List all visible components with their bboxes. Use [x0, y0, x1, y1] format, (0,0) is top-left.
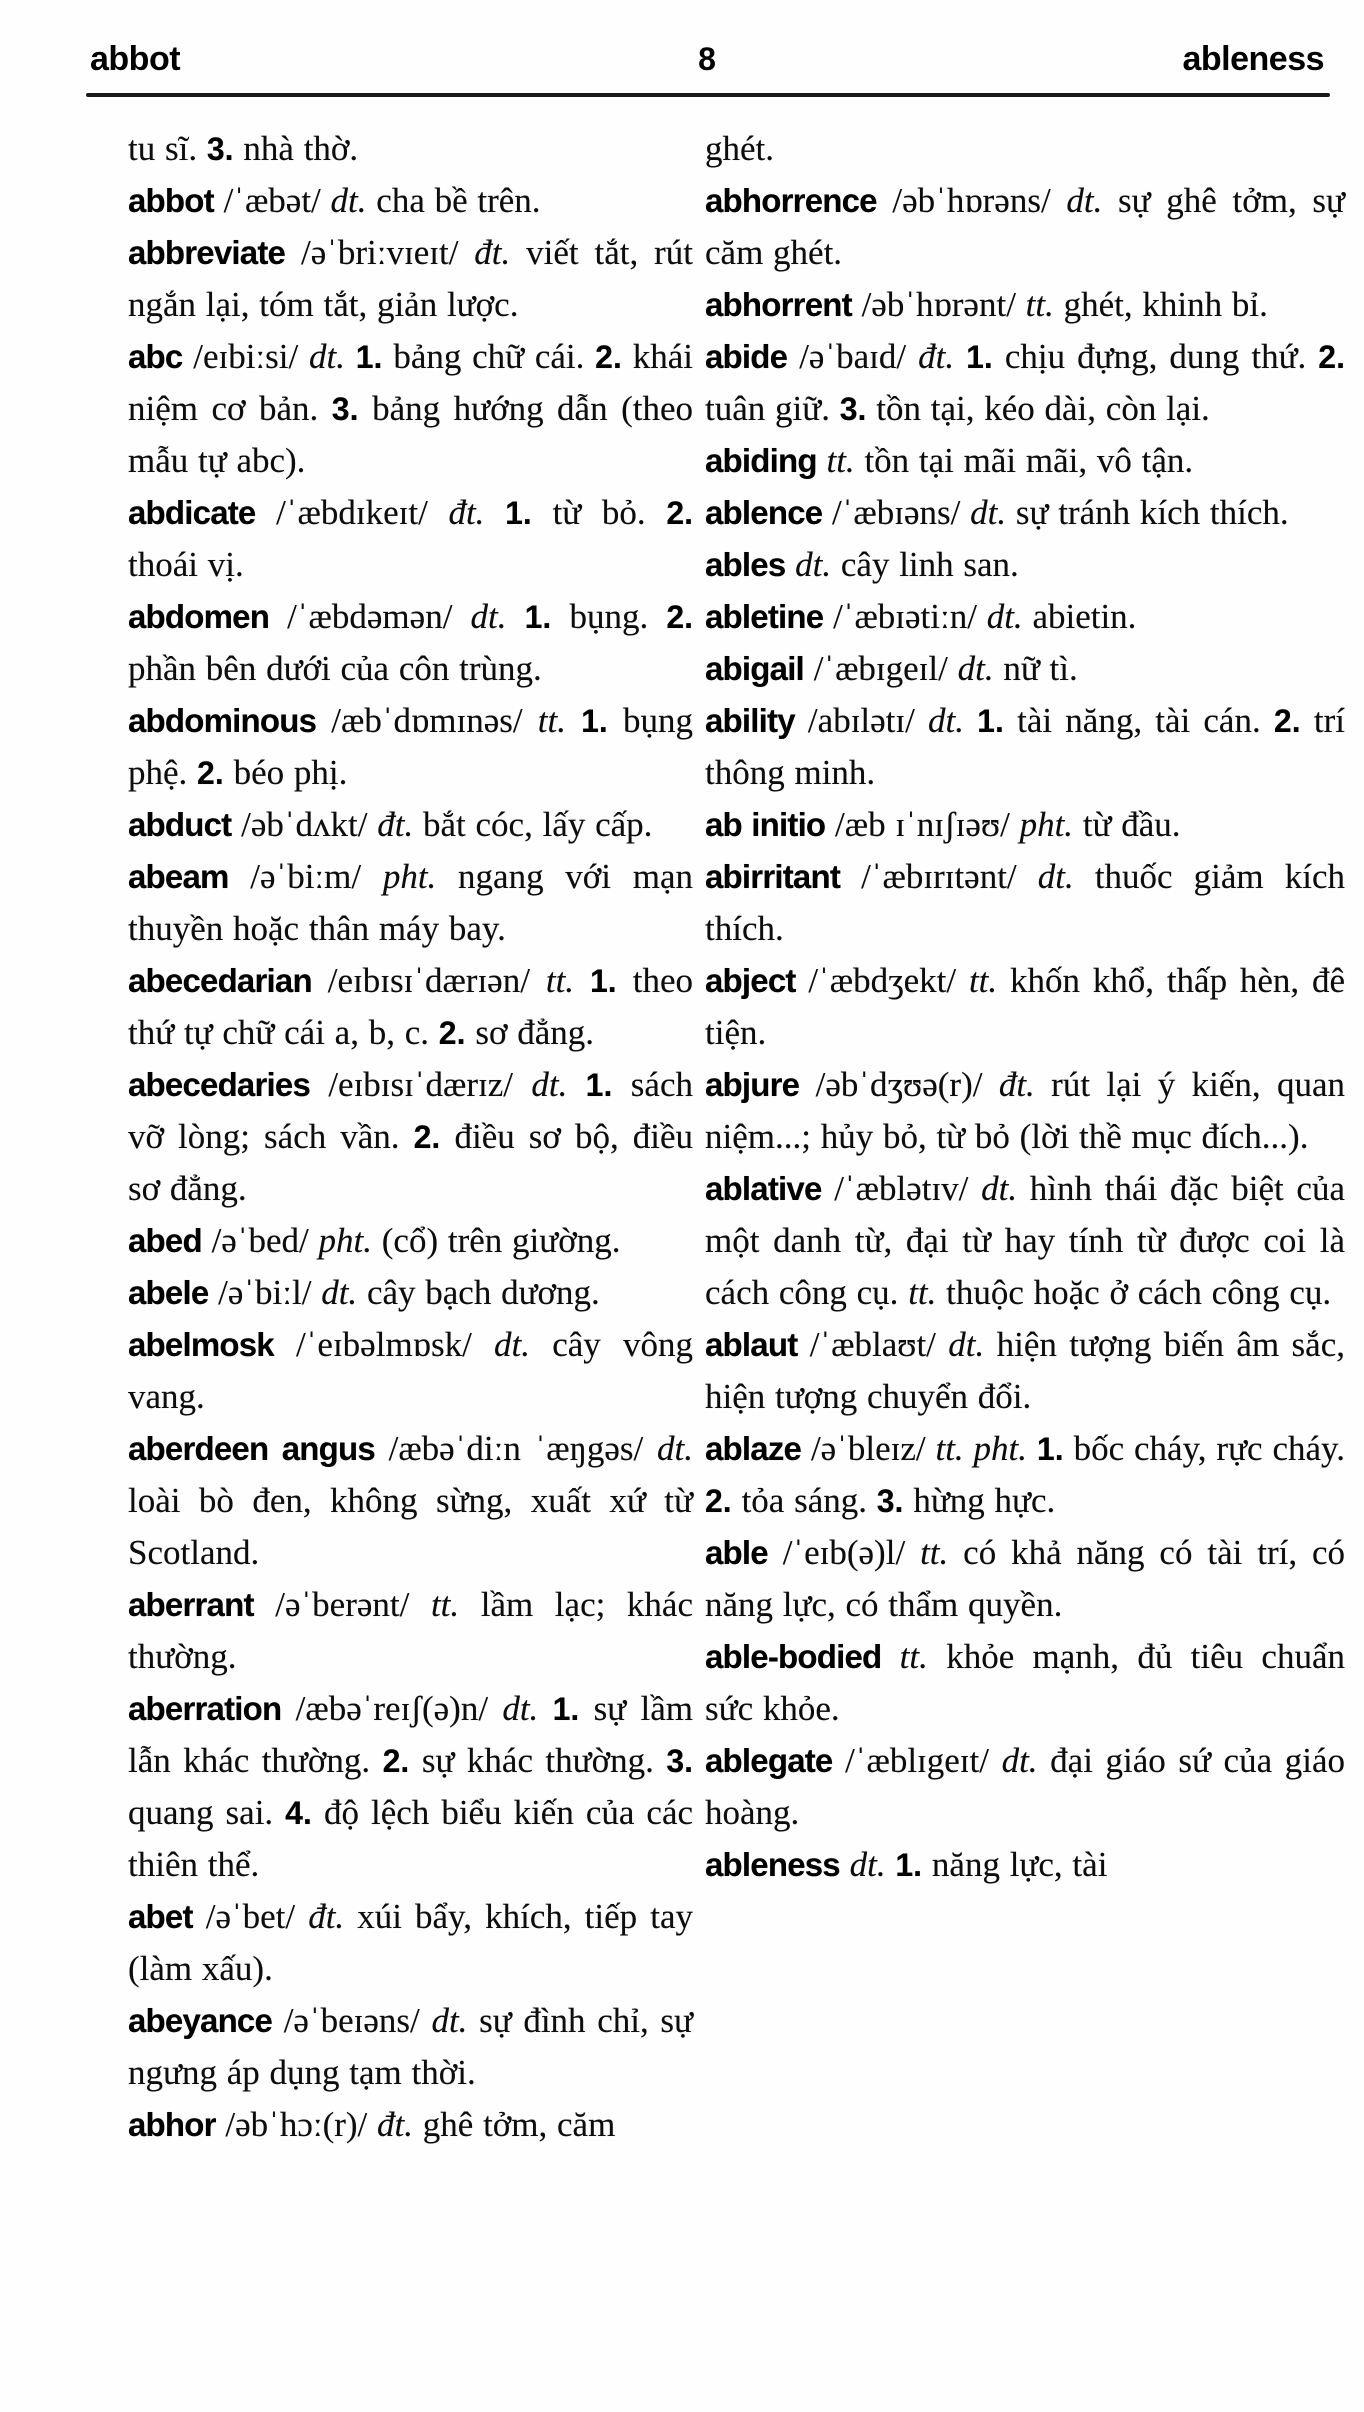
entry-sense-number: 1.: [589, 963, 633, 999]
entry-definition-text: tồn tại mãi mãi, vô tận.: [864, 441, 1194, 480]
entry-pos-label: đt.: [918, 337, 967, 376]
entry-sense-number: 2.: [705, 1483, 742, 1519]
entry-sense-number: 1.: [505, 495, 553, 531]
entry-pos-label: đt.: [998, 1065, 1052, 1104]
entry-definition-text: cây vông vang.: [128, 1325, 693, 1416]
entry-definition-text: từ đầu.: [1082, 805, 1181, 844]
entry-phonetic: /əˈbriːvɪeɪt/: [285, 233, 475, 272]
entry-definition-text: tỏa sáng.: [741, 1481, 877, 1520]
entry-definition-text: từ bỏ.: [552, 493, 667, 532]
dictionary-entry: [705, 435, 1345, 487]
entry-definition-text: sự lầm lẫn khác thường.: [128, 1689, 693, 1780]
entry-headword: abelmosk: [128, 1326, 274, 1363]
entry-definition-text: cha bề trên.: [376, 181, 541, 220]
entry-phonetic: /ˈæbɪətiːn/: [823, 597, 987, 636]
entry-headword: ablegate: [705, 1742, 833, 1779]
entry-sense-number: 2.: [438, 1015, 476, 1051]
entry-headword: ablaut: [705, 1326, 798, 1363]
entry-phonetic: /əˈbiːm/: [228, 857, 383, 896]
entry-sense-number: 1.: [581, 703, 623, 739]
entry-definition-text: bắt cóc, lấy cấp.: [422, 805, 653, 844]
entry-sense-number: 3.: [206, 131, 244, 167]
entry-headword: abject: [705, 962, 796, 999]
dictionary-entry: [128, 331, 693, 487]
entry-phonetic: /ˈæbɪgeɪl/: [803, 649, 958, 688]
entry-phonetic: /æbəˈreɪʃ(ə)n/: [281, 1689, 503, 1728]
entry-headword: ablence: [705, 494, 823, 531]
entry-headword: abecedaries: [128, 1066, 310, 1103]
entry-headword: abiding: [705, 442, 817, 479]
entry-definition-text: sơ đẳng.: [475, 1013, 595, 1052]
entry-sense-number: 2.: [666, 495, 693, 531]
entry-headword: ability: [705, 702, 795, 739]
dictionary-entry: [128, 1423, 693, 1579]
entry-definition-text: ghê tởm, căm: [422, 2105, 616, 2144]
entry-headword: aberrant: [128, 1586, 254, 1623]
entry-phonetic: /əbˈdʌkt/: [231, 805, 378, 844]
entry-phonetic: /ˈæbɪəns/: [822, 493, 971, 532]
dictionary-entry: [705, 851, 1345, 955]
entry-definition-text: có khả năng có tài trí, có năng lực, có thẩm quyền.: [705, 1533, 1345, 1624]
entry-pos-label: dt.: [321, 1273, 367, 1312]
entry-definition-text: loài bò đen, không sừng, xuất xứ từ Scotland.: [128, 1481, 693, 1572]
entry-pos-label: đt.: [474, 233, 527, 272]
entry-pos-label: dt.: [981, 1169, 1030, 1208]
entry-pos-label: dt.: [957, 649, 1004, 688]
entry-sense-number: 1.: [1036, 1431, 1074, 1467]
page-header: [0, 40, 1364, 79]
entry-sense-number: 2.: [413, 1119, 455, 1155]
entry-headword: abirritant: [705, 858, 841, 895]
entry-definition-text: tu sĩ.: [128, 129, 207, 168]
entry-definition-text: chịu đựng, dung thứ.: [1004, 337, 1319, 376]
dictionary-entry: [705, 799, 1345, 851]
entry-definition-text: hừng hực.: [913, 1481, 1056, 1520]
dictionary-entry: [128, 1683, 693, 1891]
entry-pos-label: dt.: [1066, 181, 1119, 220]
entry-definition-text: cây bạch dương.: [366, 1273, 600, 1312]
entry-headword: abbreviate: [128, 234, 286, 271]
dictionary-entry: [705, 1839, 1345, 1891]
entry-pos-label: pht.: [318, 1221, 382, 1260]
entry-definition-text: thoái vị.: [128, 545, 244, 584]
entry-headword: able: [705, 1534, 768, 1571]
entry-definition-text: ghét.: [705, 129, 775, 168]
dictionary-entry: [705, 487, 1345, 539]
header-guide-word-left: abbot: [90, 40, 181, 78]
entry-definition-text: hiện tượng biến âm sắc, hiện tượng chuyển đổi.: [705, 1325, 1345, 1416]
entry-phonetic: /əˈbed/: [201, 1221, 319, 1260]
entry-definition-text: bảng hướng dẫn (theo mẫu tự abc).: [128, 389, 693, 480]
entry-definition-text: cây linh san.: [840, 545, 1019, 584]
entry-definition-text: thuộc hoặc ở cách công cụ.: [946, 1273, 1332, 1312]
entry-pos-label: tt.: [881, 1637, 947, 1676]
entry-pos-label: dt.: [1001, 1741, 1051, 1780]
entry-definition-text: lầm lạc; khác thường.: [128, 1585, 693, 1676]
entry-pos-label: tt.: [1025, 285, 1064, 324]
entry-definition-text: trí thông minh.: [705, 701, 1345, 792]
entry-phonetic: /ˈæbdʒekt/: [795, 961, 969, 1000]
entry-pos-label: tt.: [908, 1273, 947, 1312]
entry-headword: abet: [128, 1898, 193, 1935]
dictionary-entry: [705, 1631, 1345, 1735]
entry-headword: abele: [128, 1274, 209, 1311]
entry-phonetic: /ˈæbət/: [213, 181, 331, 220]
entry-definition-text: sự tránh kích thích.: [1015, 493, 1289, 532]
entry-sense-number: 2.: [382, 1743, 422, 1779]
entry-pos-label: dt.: [330, 181, 377, 220]
dictionary-entry: [128, 851, 693, 955]
entry-headword: ab initio: [705, 806, 826, 843]
entry-headword: abeam: [128, 858, 229, 895]
entry-definition-text: viết tắt, rút ngắn lại, tóm tắt, giản lược.: [128, 233, 693, 324]
entry-headword: ableness: [705, 1846, 840, 1883]
entry-sense-number: 3.: [331, 391, 373, 427]
dictionary-entry: [128, 123, 693, 175]
dictionary-entry: [705, 1059, 1345, 1163]
left-column: [90, 123, 693, 2151]
entry-definition-text: đại giáo sứ của giáo hoàng.: [705, 1741, 1345, 1832]
entry-definition-text: điều sơ bộ, điều sơ đẳng.: [128, 1117, 694, 1208]
entry-definition-text: quang sai.: [128, 1793, 286, 1832]
entry-phonetic: /əˈbeɪəns/: [272, 2001, 432, 2040]
entry-headword: abeyance: [128, 2002, 273, 2039]
entry-definition-text: hình thái đặc biệt của một danh từ, đại từ hay tính từ được coi là cách công cụ.: [705, 1169, 1345, 1312]
entry-headword: able-bodied: [705, 1638, 882, 1675]
dictionary-entry: [705, 279, 1345, 331]
entry-definition-text: abietin.: [1032, 597, 1137, 636]
dictionary-entry: [128, 1891, 693, 1995]
dictionary-entry: [705, 695, 1345, 799]
entry-definition-text: tồn tại, kéo dài, còn lại.: [876, 389, 1210, 428]
entry-pos-label: tt.: [920, 1533, 964, 1572]
entry-pos-label: dt.: [502, 1689, 553, 1728]
entry-pos-label: tt.: [816, 441, 865, 480]
entry-phonetic: /ˈæblaʊt/: [797, 1325, 949, 1364]
entry-definition-text: (cổ) trên giường.: [381, 1221, 621, 1260]
entry-phonetic: /əˈbleɪz/: [801, 1429, 936, 1468]
entry-definition-text: độ lệch biểu kiến của các thiên thể.: [128, 1793, 694, 1884]
entry-phonetic: /ˈeɪb(ə)l/: [767, 1533, 921, 1572]
entry-definition-text: sự đình chỉ, sự ngưng áp dụng tạm thời.: [128, 2001, 693, 2092]
entry-sense-number: 3.: [666, 1743, 694, 1779]
entry-headword: abdomen: [128, 598, 270, 635]
entry-definition-text: nhà thờ.: [243, 129, 359, 168]
entry-pos-label: pht.: [382, 857, 459, 896]
dictionary-entry: [128, 799, 693, 851]
entry-phonetic: /əˈbaɪd/: [787, 337, 919, 376]
entry-phonetic: /əbˈhɒrənt/: [851, 285, 1026, 324]
entry-headword: abide: [705, 338, 788, 375]
entry-phonetic: /eɪbiːsi/: [182, 337, 309, 376]
page-number: 8: [698, 41, 716, 77]
entry-headword: ables: [705, 546, 786, 583]
entry-phonetic: /ˈæbɪrɪtənt/: [840, 857, 1038, 896]
dictionary-entry: [128, 2099, 693, 2151]
entry-definition-text: béo phị.: [233, 753, 348, 792]
entry-headword: abigail: [705, 650, 804, 687]
entry-phonetic: /əˈbet/: [192, 1897, 309, 1936]
entry-sense-number: 2.: [666, 599, 694, 635]
dictionary-entry: [128, 1579, 693, 1683]
entry-phonetic: /eɪbɪsɪˈdærɪən/: [311, 961, 546, 1000]
entry-definition-text: ghét, khinh bỉ.: [1063, 285, 1268, 324]
entry-headword: aberdeen angus: [128, 1430, 375, 1467]
entry-definition-text: năng lực, tài: [931, 1845, 1108, 1884]
entry-pos-label: dt.: [308, 337, 356, 376]
entry-pos-label: dt.: [970, 493, 1016, 532]
entry-definition-text: bảng chữ cái.: [393, 337, 596, 376]
entry-sense-number: 1.: [552, 1691, 594, 1727]
entry-pos-label: dt.: [839, 1845, 896, 1884]
dictionary-entry: [128, 1215, 693, 1267]
entry-headword: abdominous: [128, 702, 317, 739]
dictionary-entry: [705, 955, 1345, 1059]
entry-definition-text: khốn khổ, thấp hèn, đê tiện.: [705, 961, 1346, 1052]
dictionary-entry: [705, 1163, 1345, 1319]
entry-phonetic: /eɪbɪsɪˈdærɪz/: [310, 1065, 532, 1104]
entry-definition-text: phần bên dưới của côn trùng.: [128, 649, 542, 688]
entry-sense-number: 2.: [197, 755, 234, 791]
entry-phonetic: /əbˈhɔː(r)/: [215, 2105, 378, 2144]
right-column: [705, 123, 1345, 2151]
dictionary-entry: [705, 1423, 1345, 1527]
entry-sense-number: 3.: [839, 391, 877, 427]
entry-headword: abdicate: [128, 494, 256, 531]
entry-pos-label: tt. pht.: [935, 1429, 1037, 1468]
entry-headword: abed: [128, 1222, 202, 1259]
entry-sense-number: 4.: [285, 1795, 325, 1831]
entry-phonetic: /ˈeɪbəlmɒsk/: [273, 1325, 495, 1364]
entry-phonetic: /ˈæbdɪkeɪt/: [255, 493, 449, 532]
entry-phonetic: /abɪlətɪ/: [794, 701, 929, 740]
entry-headword: abduct: [128, 806, 232, 843]
entry-sense-number: 3.: [876, 1483, 914, 1519]
entry-sense-number: 1.: [585, 1067, 631, 1103]
dictionary-entry: [128, 591, 693, 695]
entry-headword: abecedarian: [128, 962, 312, 999]
entry-headword: abhorrent: [705, 286, 852, 323]
dictionary-entry: [128, 1059, 693, 1215]
entry-sense-number: 2.: [595, 339, 633, 375]
entry-definition-text: xúi bẩy, khích, tiếp tay (làm xấu).: [128, 1897, 693, 1988]
entry-definition-text: bụng.: [569, 597, 667, 636]
entry-definition-text: khỏe mạnh, đủ tiêu chuẩn sức khỏe.: [705, 1637, 1345, 1728]
entry-headword: abhorrence: [705, 182, 877, 219]
dictionary-body: [0, 97, 1364, 2151]
entry-pos-label: dt.: [928, 701, 978, 740]
dictionary-entry: [705, 1527, 1345, 1631]
entry-pos-label: tt.: [537, 701, 582, 740]
entry-definition-text: sách vỡ lòng; sách vần.: [128, 1065, 693, 1156]
entry-headword: abhor: [128, 2106, 216, 2143]
entry-pos-label: dt.: [431, 2001, 480, 2040]
entry-pos-label: dt.: [657, 1429, 693, 1468]
dictionary-entry: [128, 227, 693, 331]
entry-headword: abc: [128, 338, 183, 375]
dictionary-entry: [705, 123, 1345, 175]
entry-pos-label: đt.: [377, 805, 423, 844]
entry-definition-text: bụng phệ.: [128, 701, 693, 792]
entry-headword: ablative: [705, 1170, 822, 1207]
entry-phonetic: /æb ɪˈnɪʃɪəʊ/: [825, 805, 1020, 844]
entry-definition-text: theo thứ tự chữ cái a, b, c.: [128, 961, 693, 1052]
entry-phonetic: /əbˈhɒrəns/: [876, 181, 1067, 220]
entry-sense-number: 1.: [355, 339, 394, 375]
dictionary-entry: [128, 1267, 693, 1319]
entry-headword: abletine: [705, 598, 824, 635]
dictionary-entry: [128, 955, 693, 1059]
entry-definition-text: khái niệm cơ bản.: [128, 337, 694, 428]
entry-definition-text: tài năng, tài cán.: [1017, 701, 1274, 740]
entry-pos-label: tt.: [968, 961, 1010, 1000]
entry-pos-label: dt.: [785, 545, 841, 584]
entry-sense-number: 1.: [966, 339, 1005, 375]
entry-definition-text: thuốc giảm kích thích.: [705, 857, 1345, 948]
entry-phonetic: /ˈæblətɪv/: [821, 1169, 982, 1208]
entry-phonetic: /əˈberənt/: [253, 1585, 431, 1624]
entry-pos-label: pht.: [1019, 805, 1083, 844]
dictionary-entry: [128, 695, 693, 799]
entry-definition-text: bốc cháy, rực cháy.: [1073, 1429, 1345, 1468]
entry-sense-number: 2.: [1318, 339, 1345, 375]
dictionary-entry: [128, 175, 693, 227]
entry-headword: aberration: [128, 1690, 282, 1727]
entry-pos-label: đt.: [308, 1897, 358, 1936]
entry-phonetic: /ˈæbdəmən/: [269, 597, 471, 636]
entry-definition-text: sự khác thường.: [421, 1741, 667, 1780]
dictionary-entry: [705, 643, 1345, 695]
entry-pos-label: dt.: [986, 597, 1033, 636]
entry-pos-label: dt.: [494, 1325, 553, 1364]
entry-pos-label: tt.: [545, 961, 590, 1000]
entry-pos-label: dt.: [1037, 857, 1095, 896]
entry-headword: ablaze: [705, 1430, 802, 1467]
entry-phonetic: /ˈæblɪgeɪt/: [832, 1741, 1002, 1780]
entry-headword: abbot: [128, 182, 214, 219]
dictionary-entry: [705, 1319, 1345, 1423]
entry-phonetic: /æbəˈdiːn ˈæŋgəs/: [374, 1429, 657, 1468]
entry-pos-label: tt.: [430, 1585, 481, 1624]
entry-phonetic: /æbˈdɒmɪnəs/: [316, 701, 538, 740]
entry-sense-number: 1.: [977, 703, 1018, 739]
entry-pos-label: dt.: [470, 597, 525, 636]
dictionary-entry: [128, 487, 693, 591]
entry-sense-number: 2.: [1273, 703, 1314, 739]
entry-pos-label: đt.: [448, 493, 506, 532]
entry-pos-label: đt.: [377, 2105, 423, 2144]
entry-definition-text: rút lại ý kiến, quan niệm...; hủy bỏ, từ bỏ (lời thề mục đích...).: [705, 1065, 1345, 1156]
dictionary-entry: [705, 539, 1345, 591]
entry-definition-text: tuân giữ.: [705, 389, 840, 428]
dictionary-entry: [705, 1735, 1345, 1839]
dictionary-entry: [705, 175, 1345, 279]
entry-pos-label: dt.: [948, 1325, 997, 1364]
entry-headword: abjure: [705, 1066, 800, 1103]
dictionary-entry: [705, 591, 1345, 643]
dictionary-entry: [128, 1995, 693, 2099]
entry-pos-label: dt.: [531, 1065, 586, 1104]
dictionary-entry: [705, 331, 1345, 435]
entry-phonetic: /əbˈdʒʊə(r)/: [799, 1065, 999, 1104]
header-guide-word-right: ableness: [1182, 40, 1325, 78]
entry-phonetic: /əˈbiːl/: [208, 1273, 322, 1312]
entry-sense-number: 1.: [895, 1847, 932, 1883]
entry-definition-text: nữ tì.: [1003, 649, 1078, 688]
entry-definition-text: sự ghê tởm, sự căm ghét.: [705, 181, 1346, 272]
entry-sense-number: 1.: [524, 599, 570, 635]
dictionary-entry: [128, 1319, 693, 1423]
entry-definition-text: ngang với mạn thuyền hoặc thân máy bay.: [128, 857, 694, 948]
